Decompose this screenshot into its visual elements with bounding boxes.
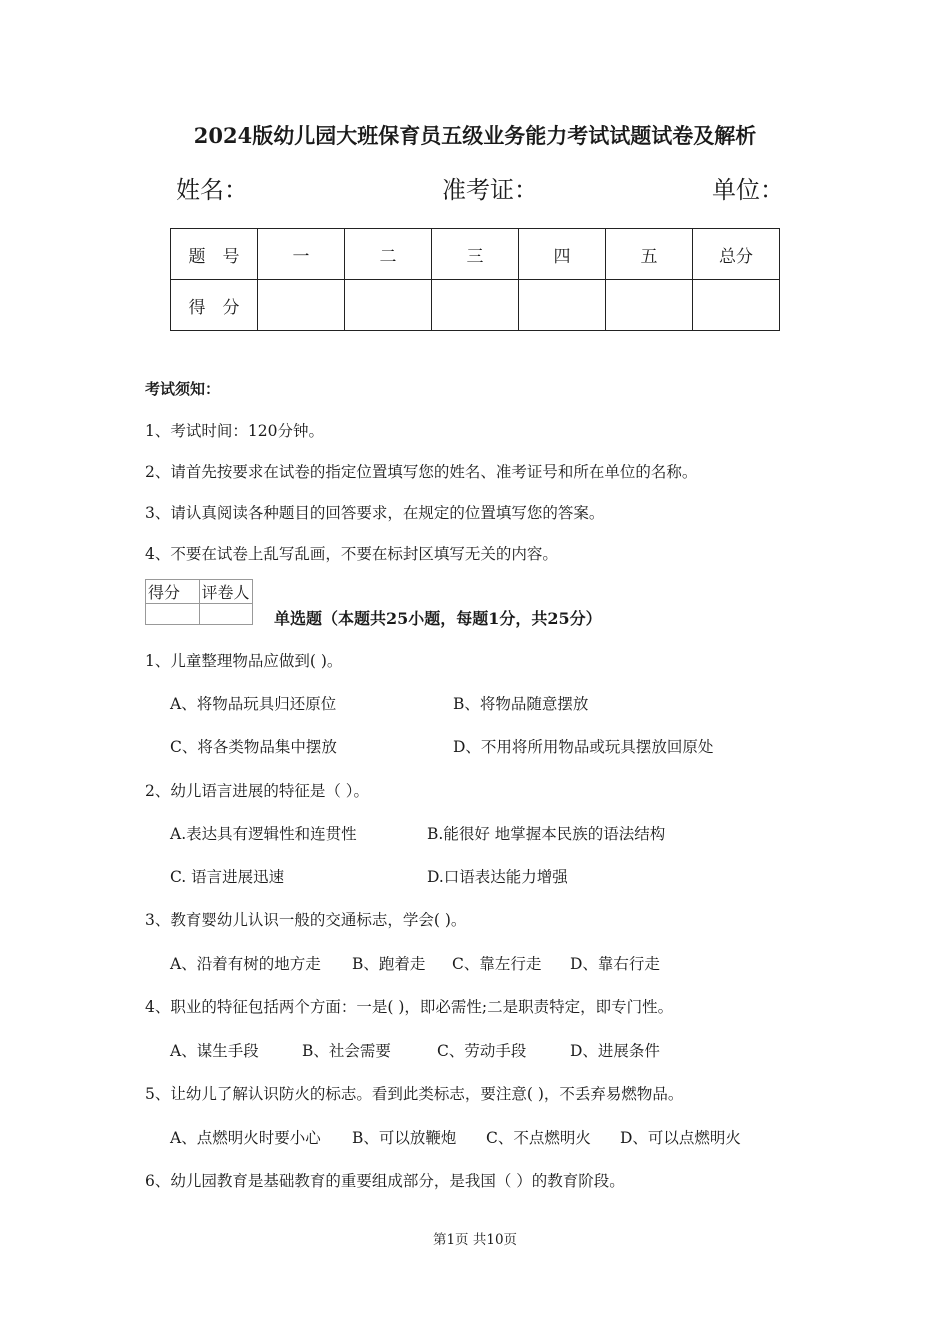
question-option: A、点燃明火时要小心	[170, 1129, 321, 1147]
score-row-label: 得 分	[171, 280, 258, 331]
question-option: A、将物品玩具归还原位	[170, 695, 337, 713]
question-stem: 2、幼儿语言进展的特征是（ ）。	[145, 782, 370, 800]
question-option: D、可以点燃明火	[620, 1129, 741, 1147]
question-option: C. 语言进展迅速	[170, 868, 285, 886]
exam-id-field-label: 准考证：	[442, 176, 538, 204]
score-header-cell: 五	[606, 229, 693, 280]
question-option: D、不用将所用物品或玩具摆放回原处	[453, 738, 714, 756]
question-stem: 1、儿童整理物品应做到( )。	[145, 652, 343, 670]
notice-item: 3、请认真阅读各种题目的回答要求，在规定的位置填写您的答案。	[145, 504, 605, 522]
score-header-cell: 三	[432, 229, 519, 280]
question-option: D、进展条件	[570, 1042, 660, 1060]
question-option: C、不点燃明火	[486, 1129, 591, 1147]
question-stem: 4、职业的特征包括两个方面：一是( )，即必需性;二是职责特定，即专门性。	[145, 998, 674, 1016]
question-option: B、将物品随意摆放	[453, 695, 589, 713]
question-option: B、跑着走	[352, 955, 426, 973]
notice-item: 4、不要在试卷上乱写乱画，不要在标封区填写无关的内容。	[145, 545, 558, 563]
page-title: 2024版幼儿园大班保育员五级业务能力考试试题试卷及解析	[193, 123, 757, 148]
question-option: A、沿着有树的地方走	[170, 955, 321, 973]
score-table-header-row	[171, 229, 780, 280]
grader-score-cell[interactable]	[146, 604, 200, 625]
question-option: D、靠右行走	[570, 955, 660, 973]
question-option: A、谋生手段	[170, 1042, 259, 1060]
grader-box	[145, 579, 253, 625]
section-title: 单选题（本题共25小题，每题1分，共25分）	[274, 609, 602, 628]
question-option: C、靠左行走	[452, 955, 542, 973]
grader-name-label: 评卷人	[199, 580, 253, 604]
score-cell[interactable]	[258, 280, 345, 331]
score-cell[interactable]	[432, 280, 519, 331]
question-stem: 5、让幼儿了解认识防火的标志。看到此类标志，要注意( )，不丢弃易燃物品。	[145, 1085, 684, 1103]
notice-item: 2、请首先按要求在试卷的指定位置填写您的姓名、准考证号和所在单位的名称。	[145, 463, 698, 481]
unit-field-label: 单位：	[712, 176, 784, 204]
score-header-cell: 一	[258, 229, 345, 280]
score-table-score-row	[171, 280, 780, 331]
question-option: D.口语表达能力增强	[427, 868, 568, 886]
notice-item: 1、考试时间：120分钟。	[145, 422, 324, 440]
grader-score-label: 得分	[146, 580, 200, 604]
page-footer: 第1页 共10页	[432, 1232, 518, 1248]
score-header-cell: 二	[345, 229, 432, 280]
score-header-cell: 总分	[693, 229, 780, 280]
score-header-cell: 题 号	[171, 229, 258, 280]
question-option: B、可以放鞭炮	[352, 1129, 457, 1147]
score-table	[170, 228, 780, 331]
question-option: B、社会需要	[302, 1042, 391, 1060]
score-cell[interactable]	[345, 280, 432, 331]
question-option: A.表达具有逻辑性和连贯性	[170, 825, 357, 843]
score-cell[interactable]	[519, 280, 606, 331]
score-header-cell: 四	[519, 229, 606, 280]
score-cell[interactable]	[693, 280, 780, 331]
question-option: C、将各类物品集中摆放	[170, 738, 337, 756]
question-stem: 3、教育婴幼儿认识一般的交通标志，学会( )。	[145, 911, 467, 929]
notice-heading: 考试须知：	[145, 380, 221, 398]
question-option: C、劳动手段	[437, 1042, 527, 1060]
question-stem: 6、幼儿园教育是基础教育的重要组成部分，是我国（ ）的教育阶段。	[145, 1172, 625, 1190]
grader-name-cell[interactable]	[199, 604, 253, 625]
question-option: B.能很好 地掌握本民族的语法结构	[427, 825, 666, 843]
name-field-label: 姓名：	[176, 176, 248, 204]
score-cell[interactable]	[606, 280, 693, 331]
